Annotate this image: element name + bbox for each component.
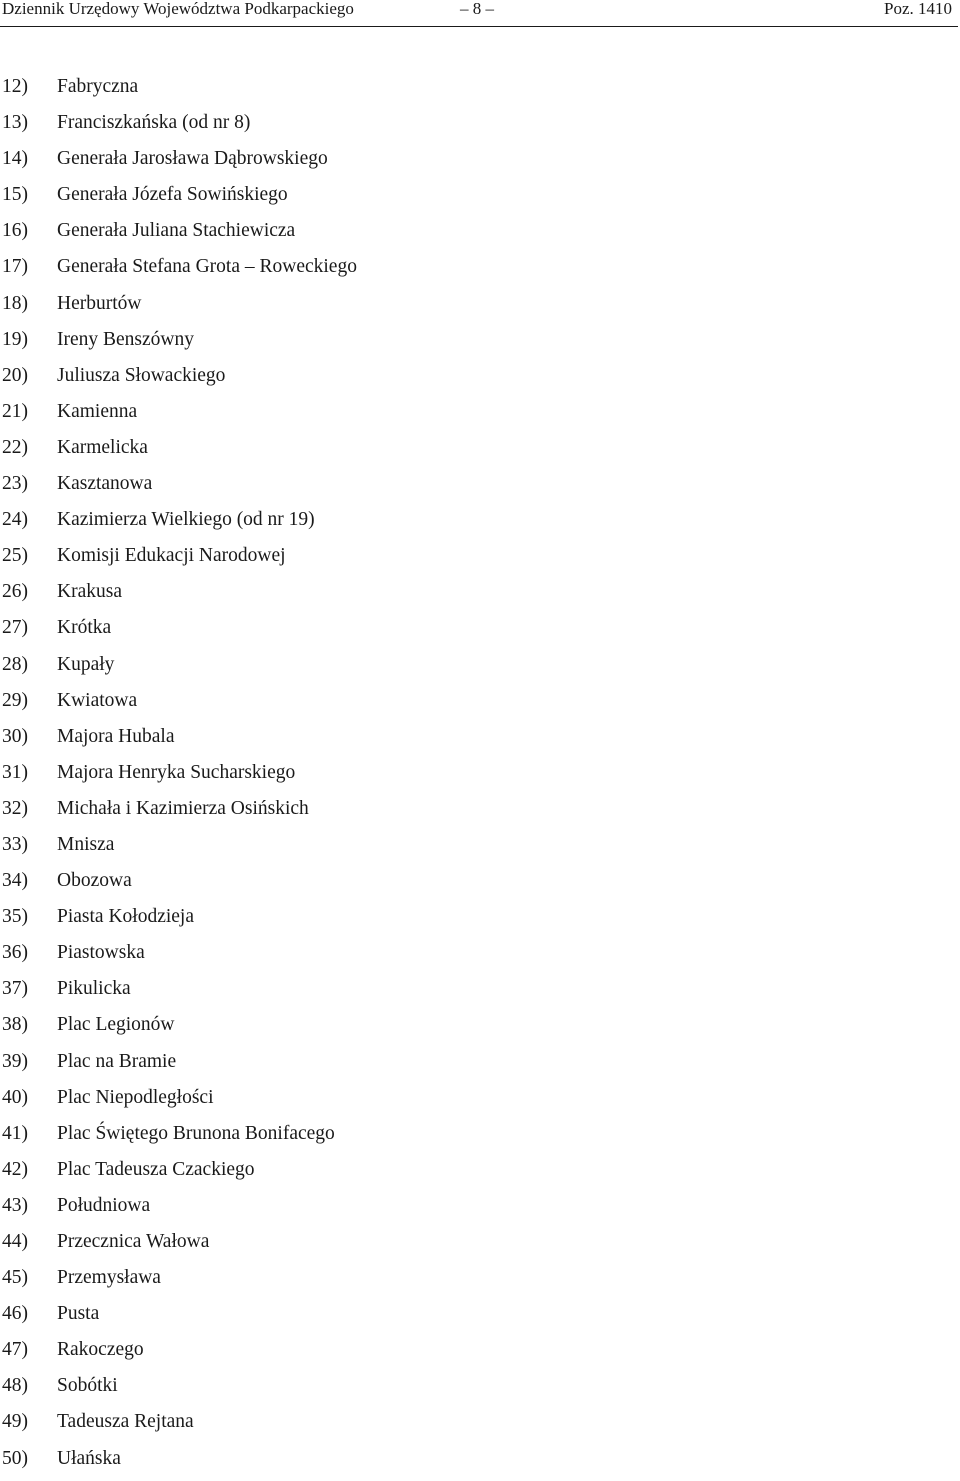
item-number: 29): [2, 689, 28, 711]
street-name: Plac na Bramie: [57, 1050, 177, 1072]
item-number: 16): [2, 220, 28, 242]
page-number: – 8 –: [460, 0, 494, 18]
street-name: Majora Hubala: [57, 725, 175, 747]
street-name: Komisji Edukacji Narodowej: [57, 545, 286, 567]
street-name: Południowa: [57, 1194, 151, 1216]
item-number: 13): [2, 112, 28, 134]
street-name: Karmelicka: [57, 436, 148, 458]
journal-title: Dziennik Urzędowy Województwa Podkarpackiego: [2, 0, 354, 18]
item-number: 24): [2, 509, 28, 531]
item-number: 30): [2, 725, 28, 747]
street-name: Obozowa: [57, 870, 132, 892]
street-name: Piasta Kołodzieja: [57, 906, 195, 928]
street-name: Krakusa: [57, 581, 122, 603]
street-name: Plac Legionów: [57, 1014, 175, 1036]
street-name: Krótka: [57, 617, 112, 639]
item-number: 27): [2, 617, 28, 639]
item-number: 40): [2, 1086, 28, 1108]
item-number: 38): [2, 1014, 28, 1036]
street-name: Pusta: [57, 1303, 100, 1325]
item-number: 17): [2, 256, 28, 278]
street-name: Generała Stefana Grota – Roweckiego: [57, 256, 357, 278]
street-name: Franciszkańska (od nr 8): [57, 112, 251, 134]
item-number: 39): [2, 1050, 28, 1072]
item-number: 22): [2, 436, 28, 458]
item-number: 14): [2, 148, 28, 170]
street-name: Mnisza: [57, 833, 115, 855]
item-number: 34): [2, 870, 28, 892]
street-name: Rakoczego: [57, 1339, 144, 1361]
item-number: 26): [2, 581, 28, 603]
street-name: Juliusza Słowackiego: [57, 364, 226, 386]
item-number: 41): [2, 1122, 28, 1144]
street-name: Przecznica Wałowa: [57, 1231, 210, 1252]
item-number: 23): [2, 473, 28, 495]
street-name: Pikulicka: [57, 978, 131, 1000]
page-header: [0, 0, 960, 26]
street-name: Plac Świętego Brunona Bonifacego: [57, 1122, 335, 1144]
street-name: Plac Tadeusza Czackiego: [57, 1158, 255, 1180]
item-number: 31): [2, 761, 28, 783]
item-number: 33): [2, 833, 28, 855]
street-name: Kwiatowa: [57, 689, 138, 711]
item-number: 45): [2, 1267, 28, 1289]
street-name: Kasztanowa: [57, 473, 153, 495]
item-number: 12): [2, 76, 28, 97]
street-name: Fabryczna: [57, 76, 139, 97]
header-divider: [0, 26, 958, 27]
item-number: 18): [2, 292, 28, 314]
item-number: 49): [2, 1411, 28, 1433]
item-number: 46): [2, 1303, 28, 1325]
street-name: Kupały: [57, 653, 115, 675]
street-name: Herburtów: [57, 292, 142, 314]
street-name: Kazimierza Wielkiego (od nr 19): [57, 509, 315, 531]
item-number: 43): [2, 1194, 28, 1216]
item-number: 48): [2, 1375, 28, 1397]
street-name: Michała i Kazimierza Osińskich: [57, 797, 309, 819]
street-name: Generała Jarosława Dąbrowskiego: [57, 148, 328, 170]
item-number: 36): [2, 942, 28, 964]
item-number: 42): [2, 1158, 28, 1180]
street-name: Przemysława: [57, 1267, 161, 1289]
item-number: 19): [2, 328, 28, 350]
item-number: 32): [2, 797, 28, 819]
street-name: Ułańska: [57, 1447, 121, 1469]
item-number: 44): [2, 1231, 28, 1252]
item-number: 37): [2, 978, 28, 1000]
street-name: Tadeusza Rejtana: [57, 1411, 194, 1433]
street-name: Kamienna: [57, 400, 138, 422]
item-number: 15): [2, 184, 28, 206]
street-name: Plac Niepodległości: [57, 1086, 214, 1108]
item-number: 50): [2, 1447, 28, 1469]
street-name: Piastowska: [57, 942, 145, 964]
item-number: 47): [2, 1339, 28, 1361]
street-name: Sobótki: [57, 1375, 118, 1397]
item-number: 20): [2, 364, 28, 386]
item-number: 25): [2, 545, 28, 567]
item-number: 28): [2, 653, 28, 675]
street-name: Generała Józefa Sowińskiego: [57, 184, 288, 206]
street-name: Generała Juliana Stachiewicza: [57, 220, 296, 242]
street-name: Majora Henryka Sucharskiego: [57, 761, 296, 783]
position-number: Poz. 1410: [884, 0, 952, 18]
street-name: Ireny Benszówny: [57, 328, 195, 350]
item-number: 35): [2, 906, 28, 928]
item-number: 21): [2, 400, 28, 422]
